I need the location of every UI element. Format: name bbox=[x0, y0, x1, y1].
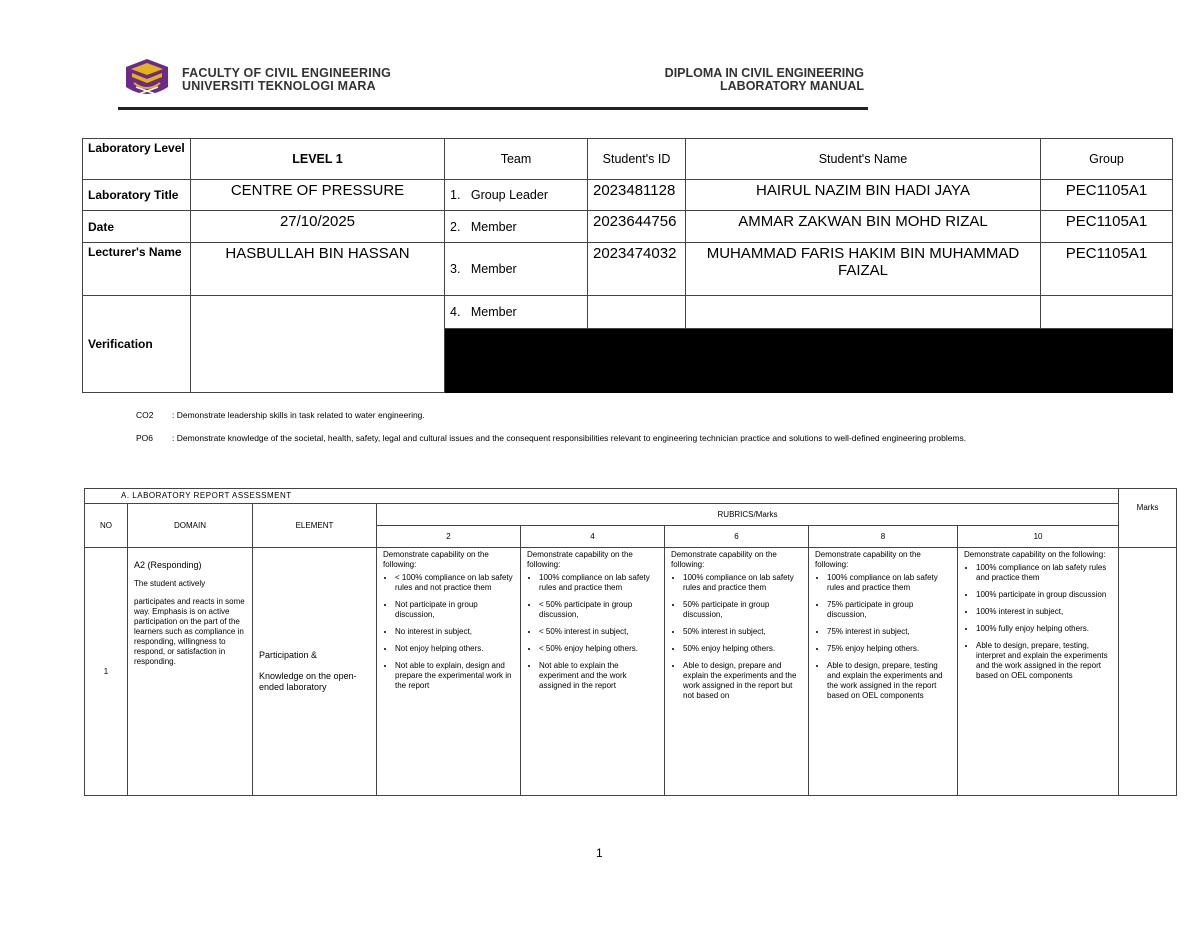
element-cell bbox=[253, 548, 377, 796]
domain-header: DOMAIN bbox=[128, 504, 253, 548]
rubric-level-4 bbox=[521, 548, 665, 796]
no-header: NO bbox=[85, 504, 128, 548]
student-group: PEC1105A1 bbox=[1041, 211, 1173, 243]
po6-statement bbox=[136, 433, 966, 443]
element-header: ELEMENT bbox=[253, 504, 377, 548]
member-role: Member bbox=[470, 219, 517, 234]
team-row-3 bbox=[445, 243, 588, 296]
header-divider bbox=[118, 107, 868, 110]
student-name bbox=[686, 296, 1041, 329]
rubric-item: • Able to design, prepare, testing and explain the experiments and the work assigned in the report based on OEL components bbox=[827, 661, 951, 701]
score-level: 10 bbox=[958, 526, 1119, 548]
rubric-level-6 bbox=[665, 548, 809, 796]
member-no: 1. bbox=[450, 188, 461, 202]
student-name: AMMAR ZAKWAN BIN MOHD RIZAL bbox=[686, 211, 1041, 243]
rubric-intro: Demonstrate capability on the following: bbox=[964, 550, 1106, 559]
rubric-level-10 bbox=[958, 548, 1119, 796]
student-name: MUHAMMAD FARIS HAKIM BIN MUHAMMAD FAIZAL bbox=[686, 243, 1041, 296]
title-value: CENTRE OF PRESSURE bbox=[191, 180, 445, 211]
domain-p2: participates and reacts in some way. Emphasis is on active participation on the part of the learners such as compliance in responding, willingness to respond, or satisfaction in responding. bbox=[134, 597, 245, 667]
rubric-item: • Able to design, prepare and explain the experiments and the work assigned in the report but not based on bbox=[683, 661, 802, 701]
member-no: 3. bbox=[450, 262, 461, 276]
team-header: Team bbox=[445, 139, 588, 180]
member-role: Member bbox=[470, 262, 517, 276]
co2-statement bbox=[136, 410, 425, 420]
page-number: 1 bbox=[596, 846, 603, 860]
co2-text: : Demonstrate leadership skills in task related to water engineering. bbox=[172, 410, 425, 420]
rubric-item: • 50% participate in group discussion, bbox=[683, 600, 802, 620]
rubric-item: • 75% participate in group discussion, bbox=[827, 600, 951, 620]
element-line1: Participation & bbox=[259, 649, 318, 660]
manual-name: LABORATORY MANUAL bbox=[720, 79, 864, 93]
rubric-item: • 75% enjoy helping others. bbox=[827, 644, 951, 654]
rubric-item: • < 100% compliance on lab safety rules and not practice them bbox=[395, 573, 514, 593]
domain-cell bbox=[128, 548, 253, 796]
student-name-header: Student's Name bbox=[686, 139, 1041, 180]
co2-key: CO2 bbox=[136, 410, 154, 420]
level-value: LEVEL 1 bbox=[191, 139, 445, 180]
row-number: 1 bbox=[85, 548, 128, 796]
rubric-item: • Able to design, prepare, testing, interpret and explain the experiments and the work assigned in the report based on OEL components bbox=[976, 641, 1112, 681]
rubric-intro: Demonstrate capability on the following: bbox=[527, 550, 633, 569]
member-role: Member bbox=[470, 305, 517, 319]
student-name: HAIRUL NAZIM BIN HADI JAYA bbox=[686, 180, 1041, 211]
domain-title: A2 (Responding) bbox=[134, 560, 202, 570]
date-value: 27/10/2025 bbox=[191, 211, 445, 243]
rubric-item: • 100% compliance on lab safety rules and practice them bbox=[976, 563, 1112, 583]
rubrics-header: RUBRICS/Marks bbox=[377, 504, 1119, 526]
rubric-item: • 100% participate in group discussion bbox=[976, 590, 1112, 600]
title-label: Laboratory Title bbox=[83, 180, 191, 211]
rubric-level-8 bbox=[809, 548, 958, 796]
score-level: 8 bbox=[809, 526, 958, 548]
element-line2: Knowledge on the open-ended laboratory bbox=[259, 670, 357, 693]
group-header: Group bbox=[1041, 139, 1173, 180]
assessment-table bbox=[84, 488, 1177, 796]
rubric-intro: Demonstrate capability on the following: bbox=[671, 550, 777, 569]
rubric-item: • < 50% enjoy helping others. bbox=[539, 644, 658, 654]
programme-name: DIPLOMA IN CIVIL ENGINEERING bbox=[664, 66, 864, 80]
score-level: 6 bbox=[665, 526, 809, 548]
uitm-crest-icon bbox=[122, 57, 172, 101]
rubric-item: • 100% interest in subject, bbox=[976, 607, 1112, 617]
marks-cell bbox=[1119, 548, 1177, 796]
rubric-item: • 100% compliance on lab safety rules and practice them bbox=[827, 573, 951, 593]
student-group: PEC1105A1 bbox=[1041, 243, 1173, 296]
rubric-item: • Not enjoy helping others. bbox=[395, 644, 514, 654]
lab-info-table bbox=[82, 138, 1173, 393]
student-group bbox=[1041, 296, 1173, 329]
rubric-item: • 50% enjoy helping others. bbox=[683, 644, 802, 654]
student-id: 2023474032 bbox=[588, 243, 686, 296]
date-label: Date bbox=[83, 211, 191, 243]
rubric-intro: Demonstrate capability on the following: bbox=[815, 550, 921, 569]
marks-header: Marks bbox=[1119, 489, 1177, 548]
member-no: 2. bbox=[450, 219, 461, 234]
student-id: 2023481128 bbox=[588, 180, 686, 211]
rubric-item: • Not able to explain, design and prepare the experimental work in the report bbox=[395, 661, 514, 691]
student-id: 2023644756 bbox=[588, 211, 686, 243]
rubric-item: • No interest in subject, bbox=[395, 627, 514, 637]
rubric-level-2 bbox=[377, 548, 521, 796]
verification-label: Verification bbox=[83, 296, 191, 393]
rubric-item: • 50% interest in subject, bbox=[683, 627, 802, 637]
section-title: A. LABORATORY REPORT ASSESSMENT bbox=[85, 489, 1119, 504]
member-role: Group Leader bbox=[470, 188, 548, 202]
redacted-area bbox=[445, 329, 1173, 393]
lecturer-value: HASBULLAH BIN HASSAN bbox=[191, 243, 445, 296]
rubric-item: • 100% fully enjoy helping others. bbox=[976, 624, 1112, 634]
rubric-item: • < 50% participate in group discussion, bbox=[539, 600, 658, 620]
domain-p1: The student actively bbox=[134, 579, 206, 589]
verification-box bbox=[191, 296, 445, 393]
team-row-2 bbox=[445, 211, 588, 243]
lecturer-label: Lecturer's Name bbox=[83, 243, 191, 296]
rubric-item: • 100% compliance on lab safety rules and practice them bbox=[683, 573, 802, 593]
team-row-4 bbox=[445, 296, 588, 329]
rubric-item: • < 50% interest in subject, bbox=[539, 627, 658, 637]
student-id-header: Student's ID bbox=[588, 139, 686, 180]
po6-key: PO6 bbox=[136, 433, 154, 443]
faculty-name: FACULTY OF CIVIL ENGINEERING bbox=[182, 66, 392, 80]
po6-text: : Demonstrate knowledge of the societal, health, safety, legal and cultural issues and the consequent responsibilities relevant to engineering technician practice and solutions to well-defined engineering problems. bbox=[172, 433, 967, 443]
rubric-item: • 100% compliance on lab safety rules and practice them bbox=[539, 573, 658, 593]
level-label: Laboratory Level bbox=[83, 139, 191, 180]
rubric-intro: Demonstrate capability on the following: bbox=[383, 550, 489, 569]
university-name: UNIVERSITI TEKNOLOGI MARA bbox=[182, 79, 376, 93]
team-row-1 bbox=[445, 180, 588, 211]
rubric-item: • 75% interest in subject, bbox=[827, 627, 951, 637]
score-level: 2 bbox=[377, 526, 521, 548]
member-no: 4. bbox=[450, 305, 461, 319]
rubric-item: • Not participate in group discussion, bbox=[395, 600, 514, 620]
student-group: PEC1105A1 bbox=[1041, 180, 1173, 211]
student-id bbox=[588, 296, 686, 329]
rubric-item: • Not able to explain the experiment and the work assigned in the report bbox=[539, 661, 658, 691]
score-level: 4 bbox=[521, 526, 665, 548]
